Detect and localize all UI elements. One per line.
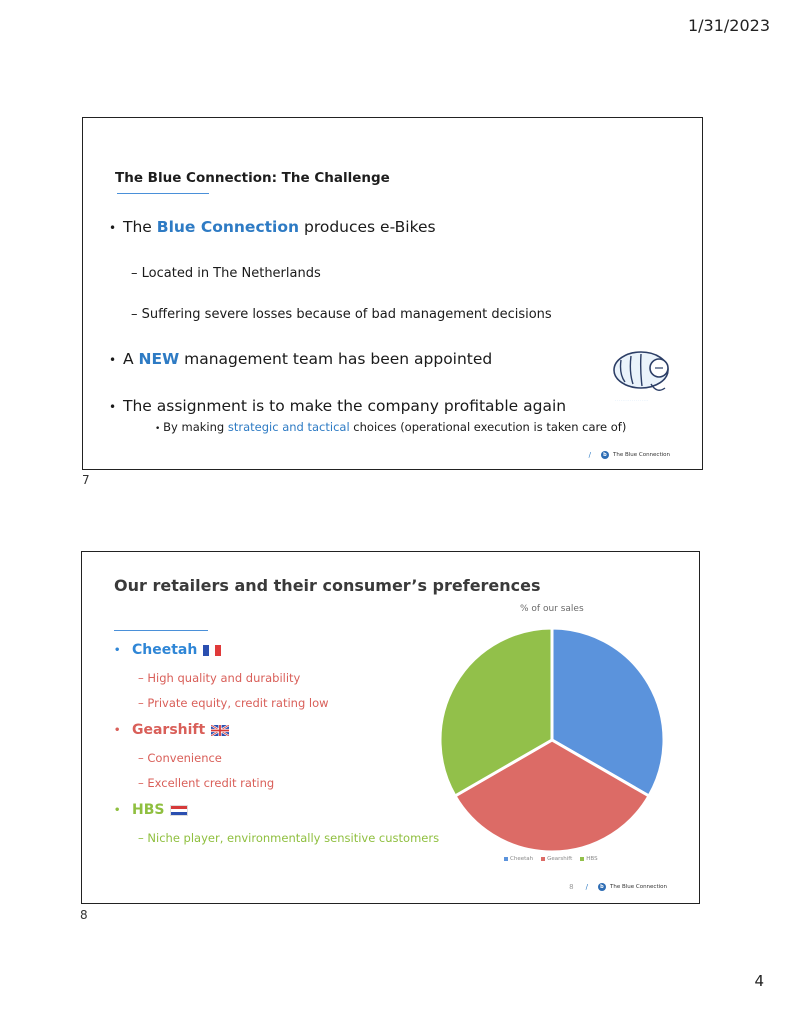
- slide-number: 7: [82, 473, 90, 487]
- bullet-dot-icon: •: [109, 221, 117, 235]
- bullet-dot-icon: •: [109, 400, 117, 414]
- print-date: 1/31/2023: [687, 16, 770, 35]
- retailer-gearshift: [114, 722, 229, 738]
- sub-bullet-text: Suffering severe losses because of bad management decisions: [141, 307, 552, 322]
- sub-bullet-text: choices (operational execution is taken care of): [349, 420, 627, 434]
- legend-swatch: [504, 857, 508, 861]
- bullet-highlight: NEW: [138, 350, 180, 368]
- brand-logo-icon: b: [601, 451, 609, 459]
- dash-icon: –: [138, 776, 148, 790]
- uk-flag-icon: [211, 725, 229, 736]
- retailer-detail: [138, 751, 222, 765]
- pointing-fist-icon: [611, 348, 673, 396]
- footer-slash: /: [585, 883, 588, 891]
- bullet-dot-icon: •: [155, 424, 164, 434]
- bullet-blue-connection: [109, 218, 436, 236]
- dash-icon: –: [131, 307, 142, 322]
- footer-page-number: 8: [569, 883, 574, 891]
- sub-bullet-text: By making: [163, 420, 228, 434]
- bullet-text: management team has been appointed: [179, 350, 493, 368]
- dash-icon: –: [138, 831, 148, 845]
- legend-label: HBS: [586, 856, 598, 862]
- retailer-detail: [138, 671, 300, 685]
- bullet-dot-icon: •: [109, 353, 117, 367]
- sales-pie-chart: [434, 622, 670, 858]
- footer-brand-name: The Blue Connection: [612, 452, 670, 458]
- bullet-assignment: [109, 397, 566, 415]
- retailer-detail: [138, 696, 329, 710]
- slide-challenge: [82, 117, 703, 470]
- slide-footer: [569, 883, 667, 891]
- detail-text: High quality and durability: [147, 671, 301, 685]
- bullet-text: The assignment is to make the company profitable again: [123, 397, 567, 415]
- detail-text: Niche player, environmentally sensitive customers: [147, 831, 440, 845]
- retailer-detail: [138, 776, 274, 790]
- retailer-hbs: [114, 802, 188, 818]
- retailer-cheetah: [114, 642, 221, 658]
- legend-swatch: [541, 857, 545, 861]
- chart-title: % of our sales: [520, 604, 584, 614]
- sub-bullet-text: Located in The Netherlands: [141, 266, 321, 281]
- legend-item-gearshift: [541, 856, 572, 862]
- bullet-text: The: [123, 218, 157, 236]
- bullet-dot-icon: •: [114, 804, 121, 816]
- slide-number: 8: [80, 908, 88, 922]
- detail-text: Private equity, credit rating low: [147, 696, 329, 710]
- legend-label: Gearshift: [547, 856, 573, 862]
- bullet-text: produces e-Bikes: [299, 218, 436, 236]
- bullet-dot-icon: •: [114, 644, 121, 656]
- bullet-text: A: [123, 350, 139, 368]
- detail-text: Convenience: [147, 751, 222, 765]
- footer-brand-name: The Blue Connection: [609, 884, 667, 890]
- dash-icon: –: [138, 671, 148, 685]
- retailer-name: Cheetah: [132, 642, 198, 658]
- retailer-name: HBS: [132, 802, 165, 818]
- dash-icon: –: [138, 751, 148, 765]
- sub-bullet-highlight: strategic and tactical: [227, 420, 350, 434]
- detail-text: Excellent credit rating: [147, 776, 275, 790]
- dash-icon: –: [131, 266, 142, 281]
- page-number: 4: [754, 972, 764, 990]
- slide-title: The Blue Connection: The Challenge: [115, 170, 390, 186]
- sub-bullet-losses: [131, 307, 552, 322]
- image-caption: · · · · · · · · · · · · · · · · · ·: [615, 398, 649, 402]
- sub-bullet-strategic: [155, 420, 626, 434]
- dash-icon: –: [138, 696, 148, 710]
- chart-legend: [504, 856, 598, 862]
- brand-logo-icon: b: [598, 883, 606, 891]
- retailer-detail: [138, 831, 439, 845]
- legend-item-cheetah: [504, 856, 533, 862]
- bullet-new-management: [109, 350, 492, 368]
- legend-item-hbs: [580, 856, 597, 862]
- slide-retailers: [81, 551, 700, 904]
- legend-swatch: [580, 857, 584, 861]
- footer-slash: /: [588, 451, 591, 459]
- legend-label: Cheetah: [510, 856, 534, 862]
- title-underline: [117, 193, 209, 194]
- france-flag-icon: [203, 645, 221, 656]
- retailer-name: Gearshift: [132, 722, 206, 738]
- bullet-dot-icon: •: [114, 724, 121, 736]
- title-underline: [114, 630, 208, 631]
- netherlands-flag-icon: [170, 805, 188, 816]
- slide-title: Our retailers and their consumer’s preferences: [114, 576, 541, 595]
- slide-footer: [589, 451, 670, 459]
- bullet-highlight: Blue Connection: [156, 218, 300, 236]
- sub-bullet-location: [131, 266, 321, 281]
